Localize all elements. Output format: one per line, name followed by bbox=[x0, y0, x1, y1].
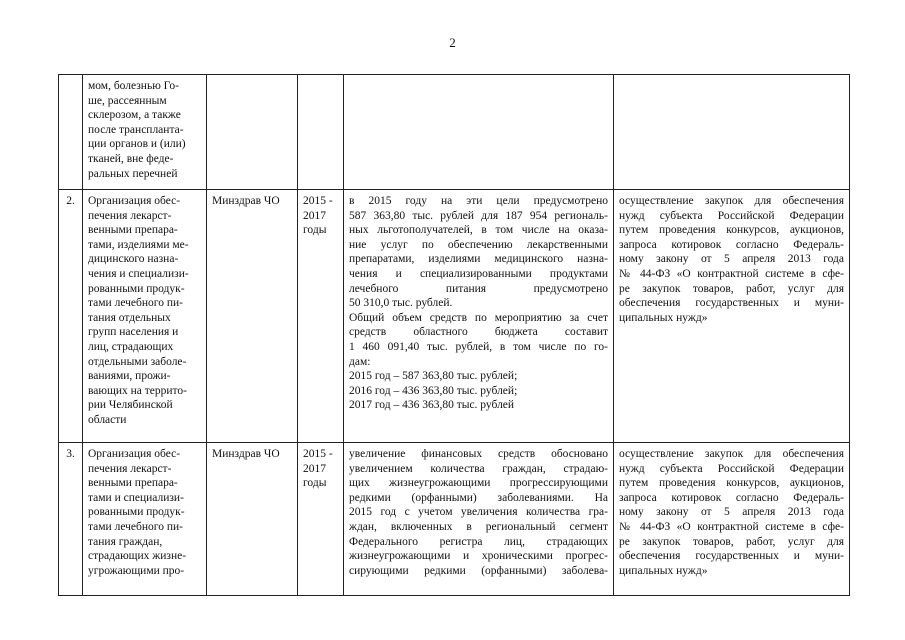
table-row bbox=[59, 190, 850, 443]
text-line: сирующими редкими (орфанными) заболева- bbox=[349, 564, 608, 577]
text-line: 50 310,0 тыс. рублей. bbox=[349, 297, 453, 310]
row-number-cell: 3. bbox=[59, 443, 83, 596]
text-line: 2015 - bbox=[303, 448, 333, 460]
text-line: препаратами, изделиями медицинского назна- bbox=[349, 253, 608, 266]
text-line: 2015 - bbox=[303, 195, 333, 207]
text-line: 2016 год – 436 363,80 тыс. рублей; bbox=[349, 384, 518, 397]
row-number-cell: 2. bbox=[59, 190, 83, 443]
text-line: ральных перечней bbox=[88, 167, 178, 180]
text-line: средств областного бюджета составит bbox=[349, 326, 608, 339]
text-line: осуществление закупок для обеспечения bbox=[619, 448, 844, 460]
measure-name-cell bbox=[83, 190, 207, 443]
text-line: ше, рассеянным bbox=[88, 94, 167, 107]
mechanism-cell bbox=[614, 190, 850, 443]
text-line: годы bbox=[303, 477, 327, 490]
description-cell bbox=[344, 75, 614, 190]
text-line: после транспланта- bbox=[88, 123, 184, 136]
text-line: венными препара- bbox=[88, 477, 178, 490]
text-line: 2017 bbox=[303, 209, 326, 222]
text-line: Организация обес- bbox=[88, 448, 181, 460]
text-line: лечебного питания предусмотрено bbox=[349, 282, 608, 295]
text-line: тами и специализи- bbox=[88, 491, 184, 504]
text-line: области bbox=[88, 413, 127, 426]
text-line: запроса котировок согласно Федераль- bbox=[619, 491, 844, 504]
executor-cell: Минздрав ЧО bbox=[207, 190, 298, 443]
description-cell bbox=[344, 443, 614, 596]
text-line: обеспечения государственных и муни- bbox=[619, 297, 844, 310]
text-line: ции органов и (или) bbox=[88, 138, 186, 151]
text-line: тканей, вне феде- bbox=[88, 152, 174, 165]
text-line: ждан, включенных в региональный сегмент bbox=[349, 520, 608, 533]
text-line: ному закону от 5 апреля 2013 года bbox=[619, 506, 844, 519]
text-line: ципальных нужд» bbox=[619, 564, 708, 577]
text-line: щих жизнеугрожающими прогрессирующими bbox=[349, 477, 608, 490]
text-line: 2017 bbox=[303, 462, 326, 475]
text-line: обеспечения государственных и муни- bbox=[619, 550, 844, 563]
text-line: отдельными заболе- bbox=[88, 355, 187, 368]
text-line: Организация обес- bbox=[88, 195, 181, 207]
text-line: в 2015 году на эти цели предусмотрено bbox=[349, 195, 608, 207]
text-line: нужд субъекта Российской Федерации bbox=[619, 462, 844, 475]
text-line: нужд субъекта Российской Федерации bbox=[619, 209, 844, 222]
text-line: чения и специализированными продуктами bbox=[349, 267, 608, 280]
measures-table bbox=[58, 74, 850, 596]
text-line: тания граждан, bbox=[88, 535, 163, 548]
text-line: печения лекарст- bbox=[88, 209, 172, 222]
text-line: ре закупок товаров, работ, услуг для bbox=[619, 282, 844, 295]
text-line: угрожающими про- bbox=[88, 564, 185, 577]
text-line: 587 363,80 тыс. рублей для 187 954 региональ- bbox=[349, 209, 608, 222]
row-number-cell bbox=[59, 75, 83, 190]
text-line: 1 460 091,40 тыс. рублей, в том числе по го- bbox=[349, 340, 608, 353]
text-line: Общий объем средств по мероприятию за счет bbox=[349, 311, 608, 324]
text-line: путем проведения конкурсов, аукционов, bbox=[619, 477, 844, 490]
text-line: ние услуг по обеспечению лекарственными bbox=[349, 238, 608, 251]
text-line: увеличение финансовых средств обосновано bbox=[349, 448, 608, 460]
text-line: мом, болезнью Го- bbox=[88, 80, 179, 92]
description-cell bbox=[344, 190, 614, 443]
table-row bbox=[59, 75, 850, 190]
text-line: тания отдельных bbox=[88, 311, 171, 324]
text-line: ваниями, прожи- bbox=[88, 370, 171, 383]
text-line: ципальных нужд» bbox=[619, 311, 708, 324]
text-line: склерозом, а также bbox=[88, 109, 181, 122]
text-line: групп населения и bbox=[88, 326, 179, 339]
text-line: № 44-ФЗ «О контрактной системе в сфе- bbox=[619, 520, 844, 533]
period-cell bbox=[298, 443, 344, 596]
text-line: рованными продук- bbox=[88, 282, 185, 295]
text-line: дицинского назна- bbox=[88, 253, 179, 266]
text-line: печения лекарст- bbox=[88, 462, 172, 475]
text-line: ных льготополучателей, в том числе на оказа- bbox=[349, 224, 608, 237]
page-number: 2 bbox=[449, 35, 456, 50]
executor-cell bbox=[207, 75, 298, 190]
text-line: лиц, страдающих bbox=[88, 340, 174, 353]
text-line: путем проведения конкурсов, аукционов, bbox=[619, 224, 844, 237]
text-line: ре закупок товаров, работ, услуг для bbox=[619, 535, 844, 548]
text-line: ному закону от 5 апреля 2013 года bbox=[619, 253, 844, 266]
text-line: тами лечебного пи- bbox=[88, 520, 183, 533]
text-line: редкими (орфанными) заболеваниями. На bbox=[349, 491, 608, 504]
text-line: тами лечебного пи- bbox=[88, 297, 183, 310]
text-line: годы bbox=[303, 224, 327, 237]
executor-cell: Минздрав ЧО bbox=[207, 443, 298, 596]
text-line: страдающих жизне- bbox=[88, 550, 187, 563]
text-line: 2015 год с учетом увеличения количества гра- bbox=[349, 506, 608, 519]
measure-name-cell bbox=[83, 443, 207, 596]
period-cell bbox=[298, 75, 344, 190]
text-line: тами, изделиями ме- bbox=[88, 238, 189, 251]
text-line: запроса котировок согласно Федераль- bbox=[619, 238, 844, 251]
text-line: 2015 год – 587 363,80 тыс. рублей; bbox=[349, 370, 518, 383]
text-line: Федерального регистра лиц, страдающих bbox=[349, 535, 608, 548]
mechanism-cell bbox=[614, 75, 850, 190]
text-line: жизнеугрожающими и хроническими прогрес- bbox=[349, 550, 608, 563]
text-line: рованными продук- bbox=[88, 506, 185, 519]
text-line: дам: bbox=[349, 355, 371, 368]
text-line: чения и специализи- bbox=[88, 267, 189, 280]
text-line: увеличением количества граждан, страдаю- bbox=[349, 462, 608, 475]
measure-name-cell bbox=[83, 75, 207, 190]
mechanism-cell bbox=[614, 443, 850, 596]
text-line: вающих на террито- bbox=[88, 384, 187, 397]
text-line: № 44-ФЗ «О контрактной системе в сфе- bbox=[619, 267, 844, 280]
text-line: 2017 год – 436 363,80 тыс. рублей bbox=[349, 399, 515, 412]
text-line: осуществление закупок для обеспечения bbox=[619, 195, 844, 207]
period-cell bbox=[298, 190, 344, 443]
table-row bbox=[59, 443, 850, 596]
text-line: рии Челябинской bbox=[88, 399, 173, 412]
text-line: венными препара- bbox=[88, 224, 178, 237]
